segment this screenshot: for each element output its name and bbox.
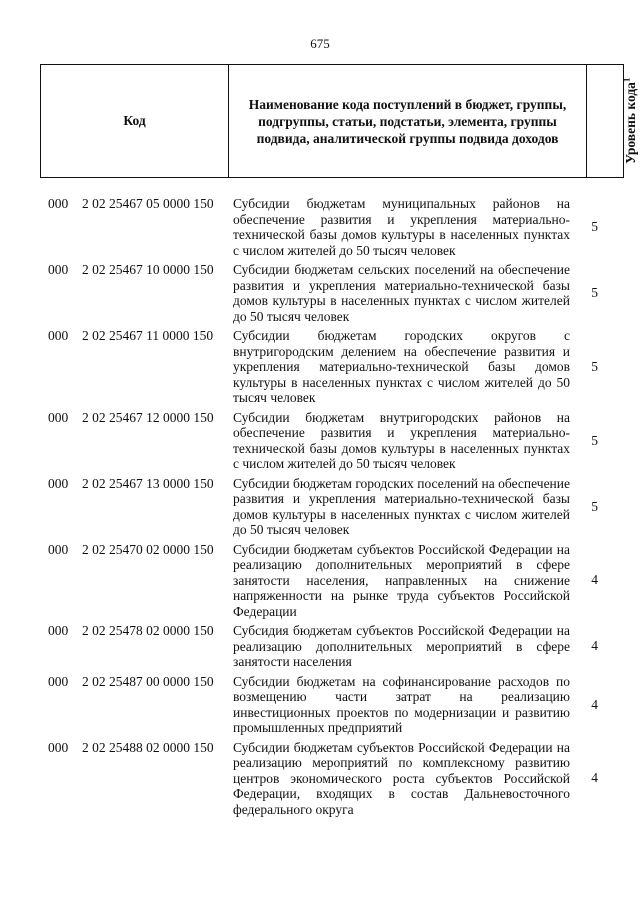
table-row bbox=[40, 476, 608, 538]
row-admin-code: 000 bbox=[48, 262, 69, 277]
table-header bbox=[40, 64, 638, 178]
header-level-cell bbox=[587, 65, 638, 178]
row-level: 4 bbox=[591, 770, 598, 786]
row-name: Субсидии бюджетам на софинансирование расходов по возмещению части затрат на реализацию инвестиционных проектов по модернизации и развитию промышленных предприятий bbox=[233, 673, 570, 735]
table-body bbox=[40, 196, 608, 821]
row-code bbox=[48, 328, 213, 344]
row-budget-code: 2 02 25467 12 0000 150 bbox=[82, 409, 214, 425]
table-row bbox=[40, 623, 608, 670]
table-row bbox=[40, 262, 608, 324]
row-name: Субсидии бюджетам городских поселений на обеспечение развития и укрепления материально-технической базы домов культуры в населенных пунктах с числом жителей до 50 тысяч человек bbox=[233, 475, 570, 537]
table-row bbox=[40, 542, 608, 620]
row-code bbox=[48, 262, 214, 278]
header-name: Наименование кода поступлений в бюджет, группы, подгруппы, статьи, подстатьи, элемента, группы подвида, аналитической группы подвида доходов bbox=[229, 65, 587, 178]
header-level-footnote: 1 bbox=[621, 77, 632, 83]
row-budget-code: 2 02 25488 02 0000 150 bbox=[82, 739, 214, 755]
row-level: 5 bbox=[591, 285, 598, 300]
row-name: Субсидии бюджетам субъектов Российской Федерации на реализацию дополнительных мероприятий в сфере занятости населения, направленных на снижение напряженности на рынке труда субъектов Российской Федерации bbox=[233, 541, 570, 619]
row-name: Субсидии бюджетам субъектов Российской Федерации на реализацию мероприятий по комплексному развитию центров экономического роста субъектов Российской Федерации, входящих в состав Дальневосточного федерального округа bbox=[233, 739, 570, 817]
row-code bbox=[48, 674, 214, 690]
row-admin-code: 000 bbox=[48, 475, 69, 491]
row-level: 5 bbox=[591, 358, 598, 374]
row-code bbox=[48, 196, 214, 212]
row-budget-code: 2 02 25467 13 0000 150 bbox=[82, 475, 214, 491]
row-admin-code: 000 bbox=[48, 739, 69, 755]
row-name: Субсидия бюджетам субъектов Российской Федерации на реализацию дополнительных мероприятий в сфере занятости населения bbox=[233, 623, 570, 669]
header-code: Код bbox=[41, 65, 229, 178]
row-name: Субсидии бюджетам городских округов с внутригородским делением на обеспечение развития и укрепления материально-технической базы домов культуры в населенных пунктах с числом жителей до 50 тысяч человек bbox=[233, 328, 570, 405]
row-name: Субсидии бюджетам муниципальных районов на обеспечение развития и укрепления материально-технической базы домов культуры в населенных пунктах с числом жителей до 50 тысяч человек bbox=[233, 196, 570, 258]
row-budget-code: 2 02 25478 02 0000 150 bbox=[82, 623, 214, 638]
row-level: 4 bbox=[591, 572, 598, 588]
row-code bbox=[48, 410, 214, 426]
row-admin-code: 000 bbox=[48, 673, 69, 689]
row-admin-code: 000 bbox=[48, 409, 69, 425]
row-budget-code: 2 02 25467 05 0000 150 bbox=[82, 196, 214, 211]
row-name: Субсидии бюджетам внутригородских районов на обеспечение развития и укрепления материально-технической базы домов культуры в населенных пунктах с числом жителей до 50 тысяч человек bbox=[233, 409, 570, 471]
row-code bbox=[48, 740, 214, 756]
table-row bbox=[40, 410, 608, 472]
header-level bbox=[621, 78, 639, 164]
table-row bbox=[40, 196, 608, 258]
row-admin-code: 000 bbox=[48, 328, 69, 343]
row-level: 5 bbox=[591, 219, 598, 234]
table-row bbox=[40, 674, 608, 736]
row-code bbox=[48, 476, 214, 492]
table-row bbox=[40, 740, 608, 818]
table-row bbox=[40, 328, 608, 406]
row-level: 5 bbox=[591, 498, 598, 514]
row-name: Субсидии бюджетам сельских поселений на обеспечение развития и укрепления материально-технической базы домов культуры в населенных пунктах с числом жителей до 50 тысяч человек bbox=[233, 262, 570, 324]
row-admin-code: 000 bbox=[48, 196, 69, 211]
row-level: 4 bbox=[591, 696, 598, 712]
header-level-text: Уровень кода bbox=[622, 82, 638, 165]
row-admin-code: 000 bbox=[48, 541, 69, 557]
row-budget-code: 2 02 25467 10 0000 150 bbox=[82, 262, 214, 277]
row-budget-code: 2 02 25470 02 0000 150 bbox=[82, 541, 214, 557]
row-level: 4 bbox=[591, 638, 598, 654]
row-code bbox=[48, 623, 214, 639]
row-admin-code: 000 bbox=[48, 623, 69, 638]
row-budget-code: 2 02 25487 00 0000 150 bbox=[82, 673, 214, 689]
row-level: 5 bbox=[591, 432, 598, 448]
page-number: 675 bbox=[310, 36, 330, 51]
row-code bbox=[48, 542, 214, 558]
row-budget-code: 2 02 25467 11 0000 150 bbox=[82, 328, 214, 343]
